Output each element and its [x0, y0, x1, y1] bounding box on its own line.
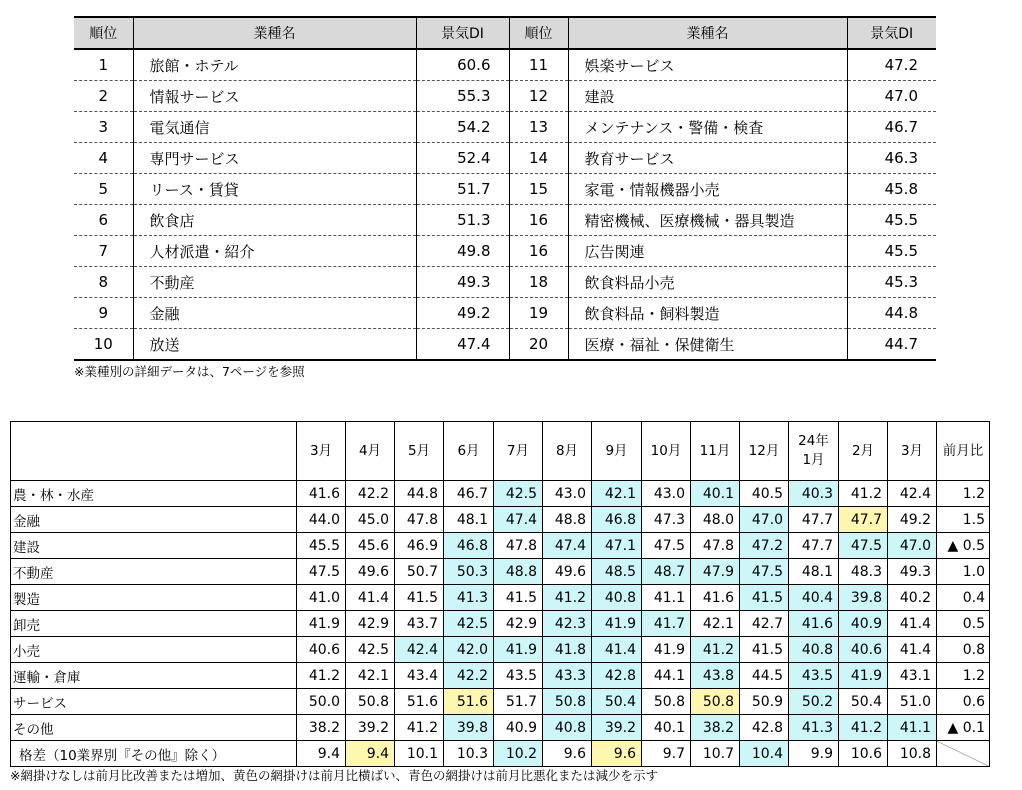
compare-cell: 0.4	[937, 585, 990, 611]
di-cell: 42.3	[543, 611, 592, 637]
di-cell: 47.5	[839, 533, 888, 559]
di-cell: 41.2	[691, 637, 740, 663]
industry-name-cell: 精密機械、医療機械・器具製造	[568, 205, 847, 236]
di-cell: 47.8	[494, 533, 543, 559]
ranking-row	[74, 112, 936, 143]
di-cell: 45.5	[297, 533, 346, 559]
month-header: 9月	[592, 422, 642, 481]
compare-cell	[937, 741, 990, 767]
di-cell: 40.5	[740, 481, 789, 507]
di-cell: 39.2	[346, 715, 395, 741]
di-cell: 48.8	[543, 507, 592, 533]
di-cell: 43.1	[888, 663, 937, 689]
di-value-cell: 46.3	[847, 143, 936, 174]
di-cell: 9.6	[592, 741, 642, 767]
industry-ranking-table	[74, 16, 936, 361]
di-cell: 42.8	[740, 715, 789, 741]
di-cell: 41.2	[543, 585, 592, 611]
di-cell: 41.5	[740, 585, 789, 611]
row-label: 製造	[11, 585, 297, 611]
di-cell: 41.1	[642, 585, 691, 611]
di-cell: 42.9	[346, 611, 395, 637]
industry-row	[11, 715, 990, 741]
shading-footnote: ※網掛けなしは前月比改善または増加、黄色の網掛けは前月比横ばい、青色の網掛けは前月比悪化または減少を示す	[10, 768, 658, 783]
di-value-cell: 49.2	[416, 298, 509, 329]
rank-cell: 13	[509, 112, 568, 143]
di-cell: 44.8	[395, 481, 444, 507]
industry-header: 業種名	[568, 17, 847, 49]
di-cell: 41.2	[839, 715, 888, 741]
ranking-row	[74, 143, 936, 174]
di-cell: 40.2	[888, 585, 937, 611]
di-value-cell: 45.5	[847, 236, 936, 267]
rank-cell: 10	[74, 329, 133, 361]
di-value-cell: 52.4	[416, 143, 509, 174]
di-value-cell: 49.8	[416, 236, 509, 267]
di-cell: 9.7	[642, 741, 691, 767]
ranking-row	[74, 236, 936, 267]
di-value-cell: 44.8	[847, 298, 936, 329]
compare-cell: 1.2	[937, 481, 990, 507]
row-label: 金融	[11, 507, 297, 533]
rank-cell: 19	[509, 298, 568, 329]
di-cell: 38.2	[691, 715, 740, 741]
row-label: 農・林・水産	[11, 481, 297, 507]
di-value-cell: 55.3	[416, 81, 509, 112]
compare-cell: 1.0	[937, 559, 990, 585]
di-cell: 50.0	[297, 689, 346, 715]
di-cell: 41.6	[297, 481, 346, 507]
di-cell: 44.0	[297, 507, 346, 533]
di-cell: 10.3	[444, 741, 494, 767]
di-cell: 42.7	[740, 611, 789, 637]
compare-header: 前月比	[937, 422, 990, 481]
di-cell: 40.1	[691, 481, 740, 507]
di-value-cell: 60.6	[416, 49, 509, 81]
di-cell: 51.6	[395, 689, 444, 715]
ranking-footnote: ※業種別の詳細データは、7ページを参照	[74, 364, 305, 379]
di-cell: 41.2	[297, 663, 346, 689]
di-cell: 43.8	[691, 663, 740, 689]
di-cell: 47.4	[543, 533, 592, 559]
rank-header: 順位	[509, 17, 568, 49]
di-cell: 47.0	[888, 533, 937, 559]
di-cell: 10.7	[691, 741, 740, 767]
di-cell: 51.0	[888, 689, 937, 715]
row-label: その他	[11, 715, 297, 741]
di-cell: 47.8	[395, 507, 444, 533]
industry-row	[11, 611, 990, 637]
di-cell: 46.9	[395, 533, 444, 559]
industry-row	[11, 585, 990, 611]
di-cell: 41.9	[839, 663, 888, 689]
ranking-row	[74, 329, 936, 361]
di-cell: 9.4	[297, 741, 346, 767]
di-cell: 10.6	[839, 741, 888, 767]
di-header: 景気DI	[847, 17, 936, 49]
di-cell: 44.5	[740, 663, 789, 689]
di-value-cell: 47.0	[847, 81, 936, 112]
industry-row	[11, 533, 990, 559]
di-cell: 10.1	[395, 741, 444, 767]
industry-name-cell: 旅館・ホテル	[133, 49, 416, 81]
di-value-cell: 51.7	[416, 174, 509, 205]
di-cell: 51.7	[494, 689, 543, 715]
di-cell: 47.9	[691, 559, 740, 585]
di-cell: 50.4	[592, 689, 642, 715]
di-cell: 41.2	[395, 715, 444, 741]
di-cell: 42.1	[346, 663, 395, 689]
di-cell: 41.6	[789, 611, 839, 637]
di-cell: 47.8	[691, 533, 740, 559]
row-label: 卸売	[11, 611, 297, 637]
di-cell: 44.1	[642, 663, 691, 689]
di-cell: 39.2	[592, 715, 642, 741]
industry-header: 業種名	[133, 17, 416, 49]
month-header: 4月	[346, 422, 395, 481]
di-cell: 41.9	[642, 637, 691, 663]
di-cell: 48.1	[444, 507, 494, 533]
industry-name-cell: リース・賃貸	[133, 174, 416, 205]
month-header: 3月	[297, 422, 346, 481]
ranking-header-row	[74, 17, 936, 49]
month-header: 8月	[543, 422, 592, 481]
month-header: 24年 1月	[789, 422, 839, 481]
di-cell: 42.4	[395, 637, 444, 663]
row-label: 小売	[11, 637, 297, 663]
di-cell: 50.8	[543, 689, 592, 715]
di-cell: 40.1	[642, 715, 691, 741]
di-cell: 41.5	[740, 637, 789, 663]
di-cell: 47.7	[839, 507, 888, 533]
industry-name-cell: 教育サービス	[568, 143, 847, 174]
rank-cell: 15	[509, 174, 568, 205]
di-cell: 47.7	[789, 507, 839, 533]
rank-header: 順位	[74, 17, 133, 49]
industry-name-cell: 不動産	[133, 267, 416, 298]
compare-cell: 1.2	[937, 663, 990, 689]
rank-cell: 5	[74, 174, 133, 205]
di-cell: 41.9	[494, 637, 543, 663]
row-label: 格差（10業界別『その他』除く）	[11, 741, 297, 767]
di-cell: 51.6	[444, 689, 494, 715]
rank-cell: 3	[74, 112, 133, 143]
di-cell: 42.2	[346, 481, 395, 507]
industry-name-cell: 情報サービス	[133, 81, 416, 112]
di-cell: 42.9	[494, 611, 543, 637]
di-cell: 42.2	[444, 663, 494, 689]
industry-name-cell: 飲食店	[133, 205, 416, 236]
industry-row	[11, 689, 990, 715]
di-cell: 41.6	[691, 585, 740, 611]
di-cell: 40.9	[839, 611, 888, 637]
di-cell: 40.9	[494, 715, 543, 741]
industry-name-cell: 広告関連	[568, 236, 847, 267]
ranking-row	[74, 267, 936, 298]
di-cell: 46.8	[444, 533, 494, 559]
di-cell: 40.8	[543, 715, 592, 741]
rank-cell: 11	[509, 49, 568, 81]
rank-cell: 7	[74, 236, 133, 267]
ranking-row	[74, 298, 936, 329]
di-cell: 43.5	[789, 663, 839, 689]
di-cell: 10.4	[740, 741, 789, 767]
di-cell: 43.3	[543, 663, 592, 689]
di-cell: 48.1	[789, 559, 839, 585]
di-cell: 50.8	[642, 689, 691, 715]
di-cell: 41.5	[494, 585, 543, 611]
di-cell: 43.0	[543, 481, 592, 507]
compare-cell: 1.5	[937, 507, 990, 533]
industry-name-cell: 金融	[133, 298, 416, 329]
di-cell: 41.3	[444, 585, 494, 611]
rank-cell: 16	[509, 236, 568, 267]
industry-name-cell: 娯楽サービス	[568, 49, 847, 81]
di-cell: 47.5	[297, 559, 346, 585]
di-cell: 9.6	[543, 741, 592, 767]
rank-cell: 2	[74, 81, 133, 112]
di-cell: 42.1	[691, 611, 740, 637]
industry-name-cell: 専門サービス	[133, 143, 416, 174]
di-cell: 46.7	[444, 481, 494, 507]
compare-cell: ▲ 0.5	[937, 533, 990, 559]
di-value-cell: 51.3	[416, 205, 509, 236]
di-value-cell: 47.4	[416, 329, 509, 361]
industry-name-cell: 医療・福祉・保健衛生	[568, 329, 847, 361]
industry-row	[11, 559, 990, 585]
di-value-cell: 45.8	[847, 174, 936, 205]
di-value-cell: 46.7	[847, 112, 936, 143]
month-header: 2月	[839, 422, 888, 481]
di-cell: 42.5	[444, 611, 494, 637]
industry-name-cell: 放送	[133, 329, 416, 361]
di-value-cell: 47.2	[847, 49, 936, 81]
rank-cell: 18	[509, 267, 568, 298]
row-label: サービス	[11, 689, 297, 715]
rank-cell: 12	[509, 81, 568, 112]
industry-name-cell: 電気通信	[133, 112, 416, 143]
industry-name-cell: 人材派遣・紹介	[133, 236, 416, 267]
di-cell: 42.8	[592, 663, 642, 689]
di-cell: 48.0	[691, 507, 740, 533]
rank-cell: 6	[74, 205, 133, 236]
di-cell: 49.6	[543, 559, 592, 585]
di-cell: 45.0	[346, 507, 395, 533]
ranking-row	[74, 81, 936, 112]
monthly-header-row	[11, 422, 990, 481]
di-cell: 40.6	[297, 637, 346, 663]
di-cell: 9.4	[346, 741, 395, 767]
corner-cell	[11, 422, 297, 481]
rank-cell: 16	[509, 205, 568, 236]
di-cell: 40.8	[592, 585, 642, 611]
di-header: 景気DI	[416, 17, 509, 49]
di-cell: 41.1	[888, 715, 937, 741]
rank-cell: 20	[509, 329, 568, 361]
di-cell: 40.8	[789, 637, 839, 663]
di-cell: 48.8	[494, 559, 543, 585]
di-cell: 50.7	[395, 559, 444, 585]
di-cell: 47.0	[740, 507, 789, 533]
monthly-di-table	[10, 421, 990, 767]
di-cell: 10.2	[494, 741, 543, 767]
month-header: 6月	[444, 422, 494, 481]
industry-row	[11, 637, 990, 663]
di-cell: 41.9	[297, 611, 346, 637]
di-cell: 50.2	[789, 689, 839, 715]
di-value-cell: 44.7	[847, 329, 936, 361]
compare-cell: 0.5	[937, 611, 990, 637]
month-header: 5月	[395, 422, 444, 481]
ranking-row	[74, 205, 936, 236]
di-cell: 42.5	[494, 481, 543, 507]
rank-cell: 4	[74, 143, 133, 174]
di-cell: 48.7	[642, 559, 691, 585]
di-cell: 47.5	[740, 559, 789, 585]
di-cell: 47.4	[494, 507, 543, 533]
di-cell: 41.4	[888, 637, 937, 663]
di-cell: 46.8	[592, 507, 642, 533]
industry-name-cell: 飲食料品・飼料製造	[568, 298, 847, 329]
di-cell: 49.6	[346, 559, 395, 585]
month-header: 7月	[494, 422, 543, 481]
di-cell: 41.4	[888, 611, 937, 637]
di-cell: 43.5	[494, 663, 543, 689]
rank-cell: 8	[74, 267, 133, 298]
di-cell: 41.4	[346, 585, 395, 611]
industry-name-cell: 建設	[568, 81, 847, 112]
di-cell: 41.3	[789, 715, 839, 741]
gap-row	[11, 741, 990, 767]
di-cell: 50.3	[444, 559, 494, 585]
di-cell: 43.4	[395, 663, 444, 689]
month-header: 12月	[740, 422, 789, 481]
month-header: 10月	[642, 422, 691, 481]
di-value-cell: 54.2	[416, 112, 509, 143]
di-cell: 47.2	[740, 533, 789, 559]
industry-row	[11, 663, 990, 689]
ranking-row	[74, 49, 936, 81]
di-cell: 49.2	[888, 507, 937, 533]
month-header: 3月	[888, 422, 937, 481]
di-cell: 41.4	[592, 637, 642, 663]
di-cell: 47.1	[592, 533, 642, 559]
di-cell: 42.0	[444, 637, 494, 663]
di-cell: 41.5	[395, 585, 444, 611]
rank-cell: 9	[74, 298, 133, 329]
di-cell: 40.3	[789, 481, 839, 507]
di-cell: 45.6	[346, 533, 395, 559]
compare-cell: 0.8	[937, 637, 990, 663]
di-cell: 42.1	[592, 481, 642, 507]
row-label: 運輸・倉庫	[11, 663, 297, 689]
industry-name-cell: メンテナンス・警備・検査	[568, 112, 847, 143]
di-cell: 42.4	[888, 481, 937, 507]
di-cell: 50.4	[839, 689, 888, 715]
di-cell: 40.4	[789, 585, 839, 611]
di-cell: 41.9	[592, 611, 642, 637]
month-header: 11月	[691, 422, 740, 481]
row-label: 不動産	[11, 559, 297, 585]
row-label: 建設	[11, 533, 297, 559]
industry-name-cell: 家電・情報機器小売	[568, 174, 847, 205]
di-cell: 48.5	[592, 559, 642, 585]
industry-row	[11, 507, 990, 533]
di-cell: 10.8	[888, 741, 937, 767]
di-cell: 47.7	[789, 533, 839, 559]
compare-cell: 0.6	[937, 689, 990, 715]
ranking-row	[74, 174, 936, 205]
di-cell: 47.3	[642, 507, 691, 533]
di-cell: 41.8	[543, 637, 592, 663]
di-cell: 43.7	[395, 611, 444, 637]
industry-row	[11, 481, 990, 507]
di-cell: 48.3	[839, 559, 888, 585]
di-value-cell: 45.5	[847, 205, 936, 236]
di-cell: 50.8	[691, 689, 740, 715]
di-cell: 50.8	[346, 689, 395, 715]
di-cell: 40.6	[839, 637, 888, 663]
industry-name-cell: 飲食料品小売	[568, 267, 847, 298]
di-cell: 41.0	[297, 585, 346, 611]
rank-cell: 1	[74, 49, 133, 81]
di-cell: 43.0	[642, 481, 691, 507]
rank-cell: 14	[509, 143, 568, 174]
di-cell: 38.2	[297, 715, 346, 741]
di-cell: 9.9	[789, 741, 839, 767]
di-cell: 39.8	[444, 715, 494, 741]
di-cell: 42.5	[346, 637, 395, 663]
di-cell: 50.9	[740, 689, 789, 715]
di-value-cell: 49.3	[416, 267, 509, 298]
di-cell: 41.2	[839, 481, 888, 507]
di-value-cell: 45.3	[847, 267, 936, 298]
di-cell: 49.3	[888, 559, 937, 585]
di-cell: 39.8	[839, 585, 888, 611]
di-cell: 41.7	[642, 611, 691, 637]
di-cell: 47.5	[642, 533, 691, 559]
compare-cell: ▲ 0.1	[937, 715, 990, 741]
